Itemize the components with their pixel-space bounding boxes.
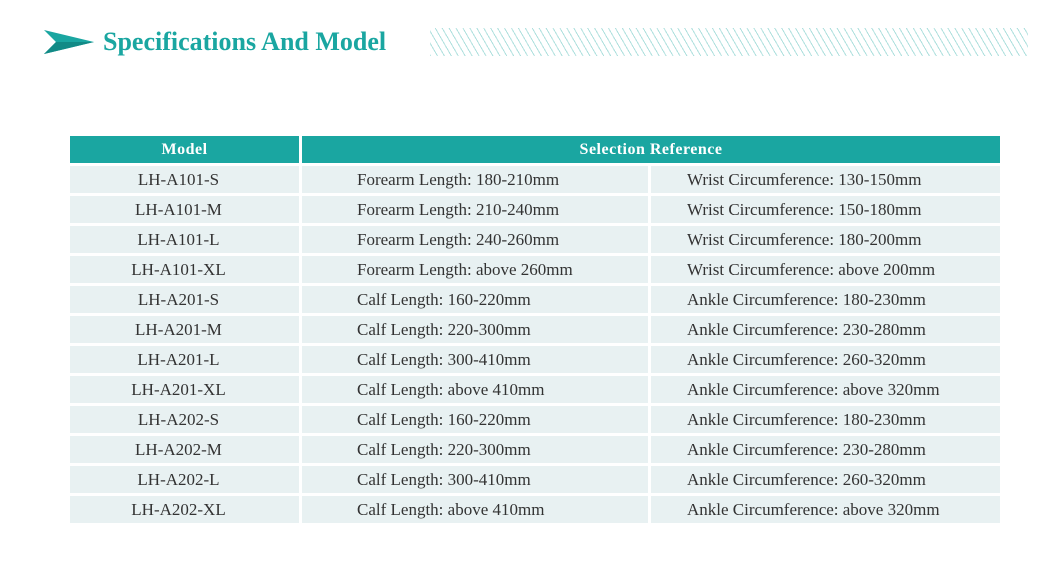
table-row — [70, 406, 1000, 433]
cell-circumference: Ankle Circumference: above 320mm — [651, 376, 1000, 403]
table-row — [70, 226, 1000, 253]
cell-length: Forearm Length: 240-260mm — [302, 226, 648, 253]
column-header-selection-reference: Selection Reference — [302, 136, 1000, 163]
table-row — [70, 436, 1000, 463]
decorative-hatch-pattern — [430, 28, 1028, 56]
cell-model: LH-A202-M — [70, 436, 299, 463]
table-row — [70, 316, 1000, 343]
page-title: Specifications And Model — [103, 27, 387, 56]
cell-circumference: Ankle Circumference: 230-280mm — [651, 436, 1000, 463]
cell-circumference: Wrist Circumference: 180-200mm — [651, 226, 1000, 253]
cell-model: LH-A201-XL — [70, 376, 299, 403]
cell-circumference: Ankle Circumference: 260-320mm — [651, 466, 1000, 493]
cell-model: LH-A202-L — [70, 466, 299, 493]
cell-length: Forearm Length: 180-210mm — [302, 166, 648, 193]
cell-model: LH-A101-M — [70, 196, 299, 223]
cell-length: Calf Length: 300-410mm — [302, 346, 648, 373]
cell-model: LH-A201-M — [70, 316, 299, 343]
cell-circumference: Ankle Circumference: 260-320mm — [651, 346, 1000, 373]
specifications-table — [67, 133, 1003, 526]
cell-circumference: Wrist Circumference: 150-180mm — [651, 196, 1000, 223]
table-row — [70, 166, 1000, 193]
column-header-model: Model — [70, 136, 299, 163]
cell-model: LH-A101-L — [70, 226, 299, 253]
cell-model: LH-A202-S — [70, 406, 299, 433]
cell-model: LH-A101-S — [70, 166, 299, 193]
cell-length: Calf Length: 220-300mm — [302, 436, 648, 463]
cell-model: LH-A202-XL — [70, 496, 299, 523]
table-row — [70, 466, 1000, 493]
cell-model: LH-A101-XL — [70, 256, 299, 283]
cell-length: Calf Length: 160-220mm — [302, 406, 648, 433]
cell-circumference: Wrist Circumference: above 200mm — [651, 256, 1000, 283]
cell-length: Forearm Length: above 260mm — [302, 256, 648, 283]
cell-length: Calf Length: 300-410mm — [302, 466, 648, 493]
table-row — [70, 376, 1000, 403]
cell-circumference: Ankle Circumference: 230-280mm — [651, 316, 1000, 343]
cell-circumference: Ankle Circumference: 180-230mm — [651, 406, 1000, 433]
table-row — [70, 256, 1000, 283]
cell-model: LH-A201-L — [70, 346, 299, 373]
cell-length: Calf Length: 160-220mm — [302, 286, 648, 313]
cell-model: LH-A201-S — [70, 286, 299, 313]
table-row — [70, 196, 1000, 223]
table-row — [70, 496, 1000, 523]
cell-length: Calf Length: above 410mm — [302, 496, 648, 523]
table-row — [70, 346, 1000, 373]
cell-circumference: Ankle Circumference: 180-230mm — [651, 286, 1000, 313]
table-row — [70, 286, 1000, 313]
table-body — [70, 166, 1000, 523]
cell-circumference: Ankle Circumference: above 320mm — [651, 496, 1000, 523]
arrow-icon — [44, 30, 94, 54]
cell-circumference: Wrist Circumference: 130-150mm — [651, 166, 1000, 193]
cell-length: Forearm Length: 210-240mm — [302, 196, 648, 223]
cell-length: Calf Length: 220-300mm — [302, 316, 648, 343]
cell-length: Calf Length: above 410mm — [302, 376, 648, 403]
table-header-row — [70, 136, 1000, 163]
